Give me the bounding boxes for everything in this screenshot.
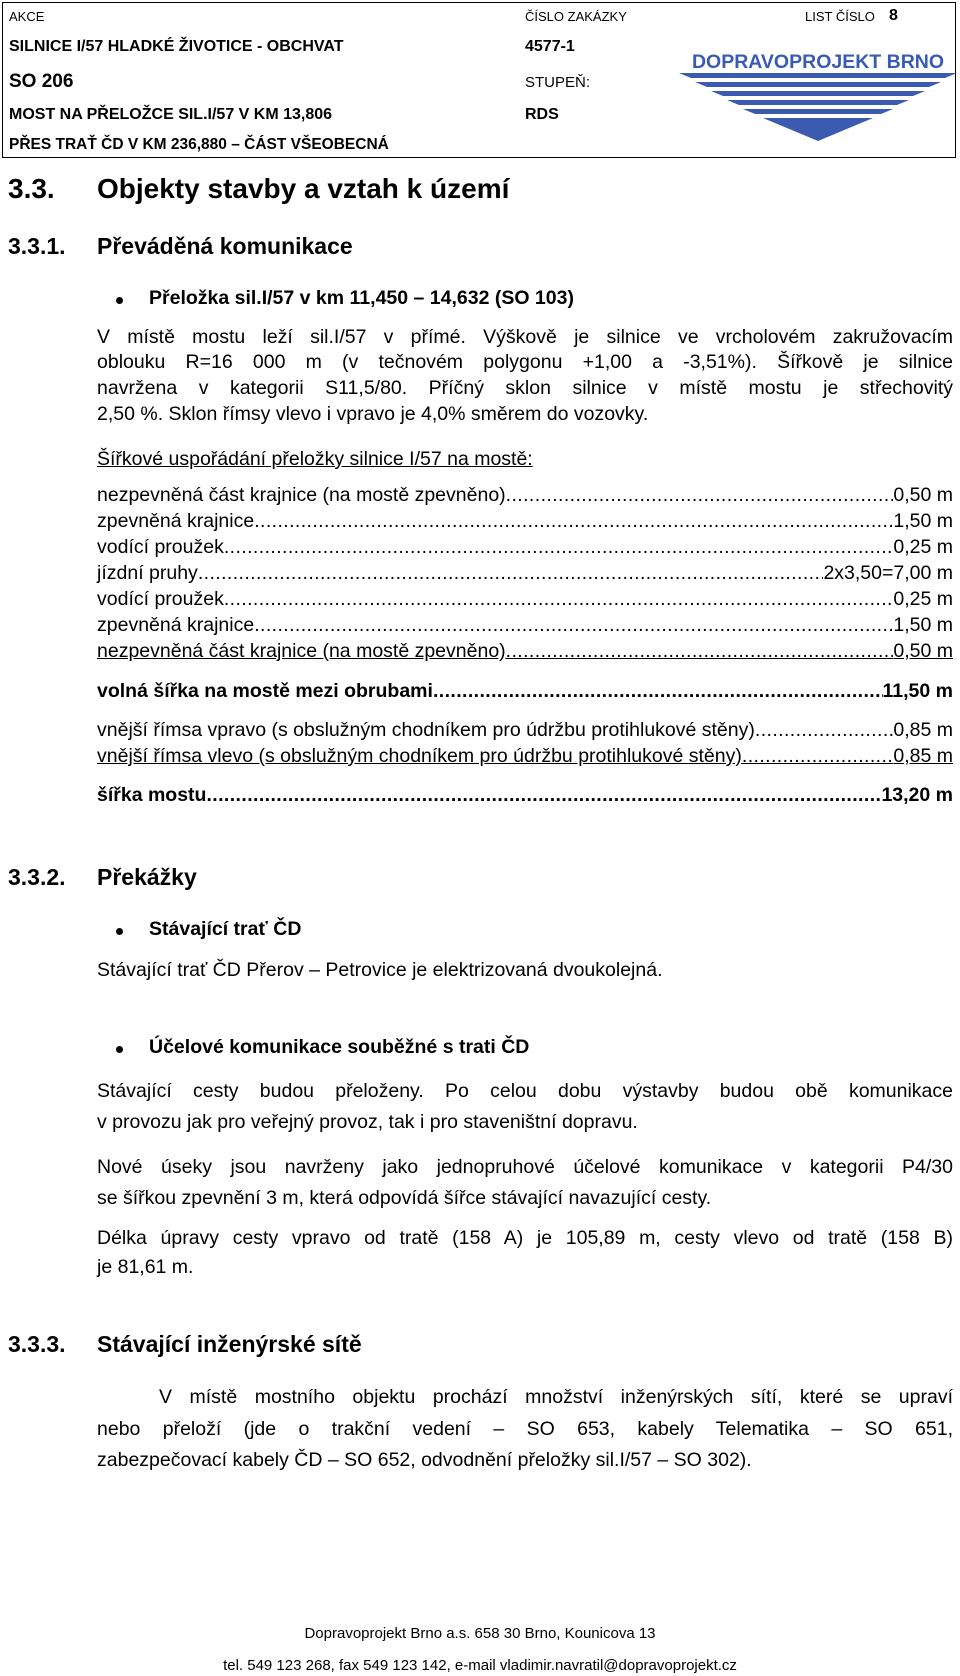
row-label: zpevněná krajnice <box>97 614 255 636</box>
row-label: nezpevněná část krajnice (na mostě zpevněno) <box>97 484 506 506</box>
row-label: vnější římsa vlevo (s obslužným chodníkem pro údržbu protihlukové stěny) <box>97 745 742 767</box>
section-3-3-2-number: 3.3.2. <box>8 864 66 890</box>
row-value: 0,85 m <box>893 745 953 767</box>
paragraph-4-line-1: Nové úseky jsou navrženy jako jednopruhové účelové komunikace v kategorii P4/30 <box>97 1156 953 1178</box>
logo-wings-icon <box>679 73 957 141</box>
logo-text: DOPRAVOPROJEKT BRNO <box>691 51 945 73</box>
row-label: vodící proužek <box>97 588 224 610</box>
paragraph-6-line-1: V místě mostního objektu prochází množství inženýrských sítí, které se upraví <box>159 1386 953 1408</box>
cornice-left-row <box>97 745 953 768</box>
row-label: volná šířka na mostě mezi obrubami <box>97 680 433 702</box>
cornice-right-row <box>97 719 953 742</box>
section-3-3-2-title: Překážky <box>97 864 197 890</box>
width-table-title: Šířkové uspořádání přeložky silnice I/57 na mostě: <box>97 448 533 470</box>
row-value: 13,20 m <box>881 784 953 806</box>
row-value: 1,50 m <box>893 510 953 532</box>
section-3-3-1-title: Převáděná komunikace <box>97 233 353 259</box>
bullet-dot-icon <box>116 1046 123 1053</box>
paragraph-1-line-3: navržena v kategorii S11,5/80. Příčný sklon silnice v místě mostu je střechovitý <box>97 377 953 399</box>
dopravoprojekt-logo <box>675 51 960 143</box>
table-row <box>97 510 953 533</box>
row-value: 0,50 m <box>893 484 953 506</box>
bullet-preloska: Přeložka sil.I/57 v km 11,450 – 14,632 (SO 103) <box>149 287 574 309</box>
bullet-dot-icon <box>116 928 123 935</box>
footer-contact: tel. 549 123 268, fax 549 123 142, e-mail vladimir.navratil@dopravoprojekt.cz <box>223 1657 737 1674</box>
table-row <box>97 640 953 663</box>
row-value: 1,50 m <box>893 614 953 636</box>
paragraph-3-line-2: v provozu jak pro veřejný provoz, tak i pro staveništní dopravu. <box>97 1111 638 1133</box>
paragraph-3-line-1: Stávající cesty budou přeloženy. Po celou dobu výstavby budou obě komunikace <box>97 1080 953 1102</box>
table-row <box>97 536 953 559</box>
paragraph-5-line-2: je 81,61 m. <box>97 1256 194 1278</box>
footer-address: Dopravoprojekt Brno a.s. 658 30 Brno, Kounicova 13 <box>304 1625 656 1642</box>
paragraph-1-line-4: 2,50 %. Sklon římsy vlevo i vpravo je 4,0% směrem do vozovky. <box>97 403 649 425</box>
row-value: 0,85 m <box>893 719 953 741</box>
bullet-dot-icon <box>116 297 123 304</box>
paragraph-6-line-2: nebo přeloží (jde o trakční vedení – SO 653, kabely Telematika – SO 651, <box>97 1418 953 1440</box>
paragraph-1-line-1: V místě mostu leží sil.I/57 v přímé. Výškově je silnice ve vrcholovém zakružovacím <box>97 326 953 348</box>
row-value: 11,50 m <box>882 680 953 702</box>
bullet-trat: Stávající trať ČD <box>149 918 302 940</box>
list-cislo-label: LIST ČÍSLO <box>805 9 875 24</box>
row-value: 0,25 m <box>893 536 953 558</box>
header-line-4: PŘES TRAŤ ČD V KM 236,880 – ČÁST VŠEOBECNÁ <box>9 136 389 153</box>
stupen-label: STUPEŇ: <box>525 74 591 91</box>
section-3-3-number: 3.3. <box>8 173 55 204</box>
row-label: vnější římsa vpravo (s obslužným chodníkem pro údržbu protihlukové stěny) <box>97 719 755 741</box>
header-line-3: MOST NA PŘELOŽCE SIL.I/57 V KM 13,806 <box>9 106 333 123</box>
row-label: jízdní pruhy <box>97 562 198 584</box>
bullet-ucelove: Účelové komunikace souběžné s trati ČD <box>149 1036 530 1058</box>
section-3-3-1-number: 3.3.1. <box>8 233 66 259</box>
row-label: nezpevněná část krajnice (na mostě zpevněno) <box>97 640 506 662</box>
bridge-width-row <box>97 784 953 807</box>
header-line-2: SO 206 <box>9 71 74 92</box>
section-3-3-3-number: 3.3.3. <box>8 1331 66 1357</box>
header-line-1: SILNICE I/57 HLADKÉ ŽIVOTICE - OBCHVAT <box>9 38 344 55</box>
row-label: vodící proužek <box>97 536 224 558</box>
free-width-row <box>97 680 953 703</box>
paragraph-4-line-2: se šířkou zpevnění 3 m, která odpovídá šířce stávající navazující cesty. <box>97 1187 712 1209</box>
akce-label: AKCE <box>9 9 45 24</box>
row-label: šířka mostu <box>97 784 207 806</box>
paragraph-5-line-1: Délka úpravy cesty vpravo od tratě (158 A) je 105,89 m, cesty vlevo od tratě (158 B) <box>97 1227 953 1249</box>
section-3-3-3-title: Stávající inženýrské sítě <box>97 1331 362 1357</box>
list-cislo-value: 8 <box>889 7 898 24</box>
table-row <box>97 562 953 585</box>
section-3-3-title: Objekty stavby a vztah k území <box>97 173 510 204</box>
paragraph-2: Stávající trať ČD Přerov – Petrovice je elektrizovaná dvoukolejná. <box>97 959 663 981</box>
stupen-value: RDS <box>525 106 559 123</box>
table-row <box>97 614 953 637</box>
paragraph-6-line-3: zabezpečovací kabely ČD – SO 652, odvodnění přeložky sil.I/57 – SO 302). <box>97 1449 752 1471</box>
zakazka-value: 4577-1 <box>525 38 575 55</box>
row-value: 0,50 m <box>893 640 953 662</box>
zakazka-label: ČÍSLO ZAKÁZKY <box>525 9 627 24</box>
table-row <box>97 588 953 611</box>
row-value: 0,25 m <box>893 588 953 610</box>
table-row <box>97 484 953 507</box>
row-value: 2x3,50=7,00 m <box>823 562 953 584</box>
row-label: zpevněná krajnice <box>97 510 255 532</box>
paragraph-1-line-2: oblouku R=16 000 m (v tečnovém polygonu +1,00 a -3,51%). Šířkově je silnice <box>97 351 953 373</box>
document-header <box>2 2 956 158</box>
